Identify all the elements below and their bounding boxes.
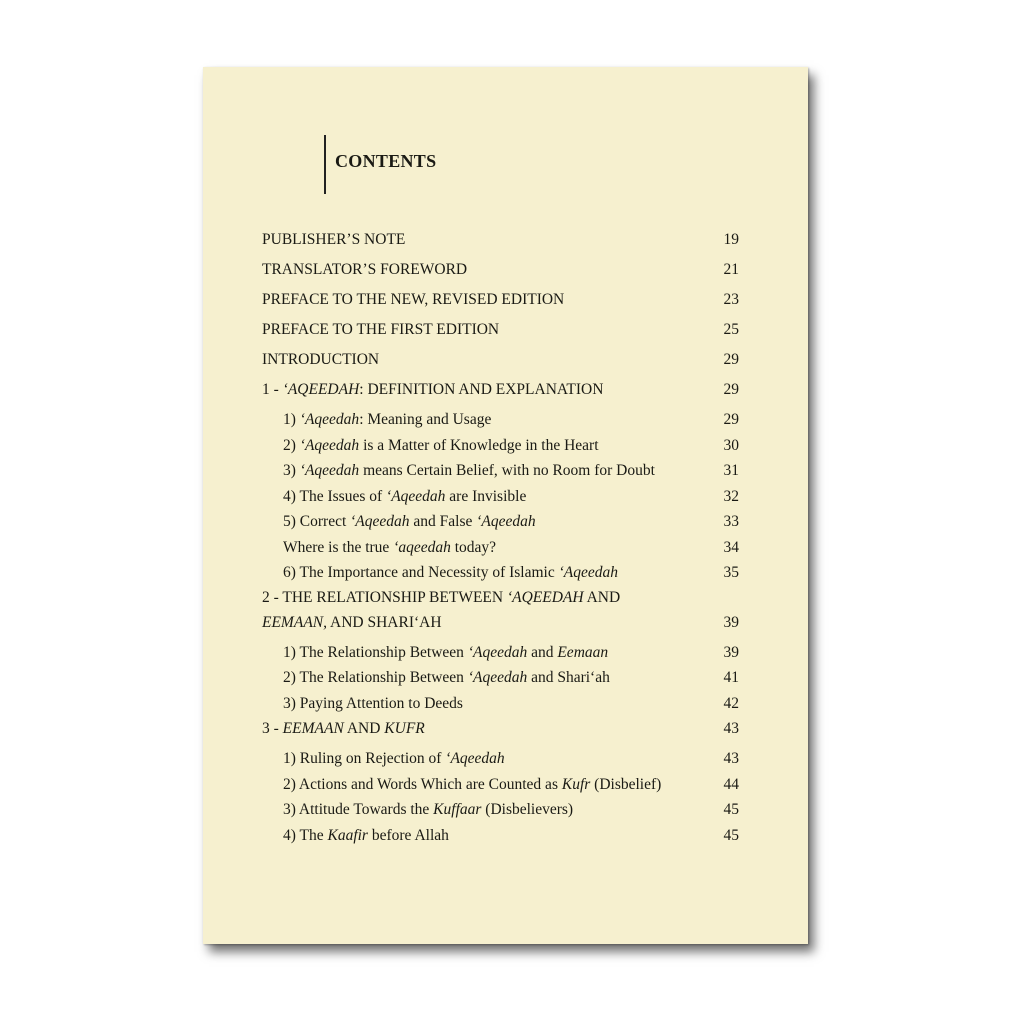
toc-title-part: 1) The Relationship Between xyxy=(283,643,468,661)
toc-entry xyxy=(262,347,739,377)
toc-title-part: PREFACE TO THE FIRST EDITION xyxy=(262,321,500,338)
toc-title-part: and Shari‘ah xyxy=(527,669,610,686)
toc-title-part: 2) The Relationship Between xyxy=(283,669,468,686)
toc-title-part: 2 - THE RELATIONSHIP BETWEEN xyxy=(262,588,507,606)
toc-entry-title xyxy=(262,291,564,308)
toc-subentry xyxy=(262,458,739,484)
toc-page-number: 33 xyxy=(723,513,739,530)
toc-title-part: (Disbelief) xyxy=(590,775,662,793)
toc-title-part: and xyxy=(527,643,558,661)
toc-subentry xyxy=(262,797,739,823)
toc-title-part: 5) Correct xyxy=(283,513,351,530)
toc-page-number: 34 xyxy=(723,538,739,556)
toc-title-part: 3 - xyxy=(262,720,283,737)
toc-page-number: 29 xyxy=(723,351,739,368)
toc-page-number: 25 xyxy=(723,321,739,338)
contents-heading: CONTENTS xyxy=(335,151,437,171)
toc-title-part: today? xyxy=(450,538,497,556)
toc-subentry xyxy=(262,433,739,459)
toc-page-number: 45 xyxy=(723,826,739,844)
toc-title-part: 2) xyxy=(283,436,300,454)
toc-subentry xyxy=(262,640,739,666)
toc-subentry xyxy=(262,823,739,849)
toc-title-part: ‘Aqeedah xyxy=(467,643,528,661)
toc-entry xyxy=(262,287,739,317)
book-page xyxy=(203,67,808,944)
toc-page-number: 35 xyxy=(723,564,739,581)
toc-title-part: : Meaning and Usage xyxy=(359,411,492,428)
toc-title-part: EEMAAN, xyxy=(262,613,327,631)
toc-title-part: 4) The Issues of xyxy=(283,487,387,505)
toc-page-number: 29 xyxy=(723,411,739,428)
toc-title-part: ‘Aqeedah xyxy=(476,513,536,530)
toc-subentry xyxy=(262,509,739,535)
toc-entry xyxy=(262,610,739,640)
toc-subentry xyxy=(262,746,739,772)
toc-title-part: INTRODUCTION xyxy=(262,351,380,368)
toc-title-part: 3) Attitude Towards the xyxy=(283,801,434,818)
toc-title-part: 3) Paying Attention to Deeds xyxy=(283,694,463,712)
toc-title-part: ‘Aqeedah xyxy=(386,487,446,505)
toc-title-part: are Invisible xyxy=(445,487,527,505)
toc-title-part: 1 - xyxy=(262,381,283,398)
toc-page-number: 43 xyxy=(723,750,739,767)
toc-entry-title xyxy=(262,261,467,278)
toc-title-part: EEMAAN xyxy=(282,720,344,737)
toc-title-part: ‘Aqeedah xyxy=(299,462,360,479)
toc-entry-title xyxy=(262,614,442,631)
toc-page-number: 29 xyxy=(723,381,739,398)
toc-entry-title xyxy=(283,776,661,793)
toc-title-part: : DEFINITION AND EXPLANATION xyxy=(359,381,604,398)
toc-page-number: 19 xyxy=(723,231,739,248)
toc-title-part: before Allah xyxy=(367,826,449,844)
toc-title-part: means Certain Belief, with no Room for Doubt xyxy=(359,462,655,479)
toc-entry xyxy=(262,716,739,746)
toc-title-part: 3) xyxy=(283,462,300,479)
toc-entry-title xyxy=(262,351,379,368)
toc-entry-title xyxy=(283,513,536,530)
toc-title-part: Eemaan xyxy=(557,643,609,661)
toc-title-part: is a Matter of Knowledge in the Heart xyxy=(359,436,599,454)
toc-page-number: 21 xyxy=(723,261,739,278)
toc-entry-title xyxy=(283,644,608,661)
toc-page-number: 45 xyxy=(723,801,739,818)
toc-page-number: 32 xyxy=(723,487,739,505)
toc-title-part: PUBLISHER’S NOTE xyxy=(262,231,406,248)
table-of-contents xyxy=(262,227,739,848)
toc-subentry xyxy=(262,535,739,561)
toc-title-part: TRANSLATOR’S FOREWORD xyxy=(262,261,468,278)
toc-entry-title xyxy=(283,669,610,686)
toc-entry-title xyxy=(283,801,573,818)
toc-title-part: Kufr xyxy=(561,775,591,793)
toc-title-part: 6) The Importance and Necessity of Islamic xyxy=(283,564,559,581)
toc-subentry xyxy=(262,407,739,433)
toc-title-part: ‘AQEEDAH xyxy=(506,588,584,606)
toc-entry-title xyxy=(262,321,499,338)
toc-page-number: 30 xyxy=(723,436,739,454)
toc-subentry xyxy=(262,665,739,691)
toc-title-part: AND xyxy=(583,588,621,606)
toc-title-part: Kaafir xyxy=(327,826,368,844)
toc-title-part: ‘Aqeedah xyxy=(299,411,360,428)
toc-title-part: KUFR xyxy=(384,720,425,737)
toc-page-number: 43 xyxy=(723,720,739,737)
toc-entry-title xyxy=(262,381,603,398)
toc-page-number: 39 xyxy=(723,643,739,661)
toc-entry-title xyxy=(262,720,425,737)
toc-entry xyxy=(262,227,739,257)
toc-entry-title xyxy=(283,488,526,505)
toc-page-number: 44 xyxy=(723,775,739,793)
toc-page-number: 41 xyxy=(723,669,739,686)
toc-entry-title xyxy=(262,231,405,248)
toc-title-part: 2) Actions and Words Which are Counted as xyxy=(283,775,562,793)
toc-subentry xyxy=(262,560,739,586)
toc-entry-title xyxy=(283,462,655,479)
toc-entry xyxy=(262,377,739,407)
toc-entry-title xyxy=(283,827,449,844)
toc-subentry xyxy=(262,484,739,510)
toc-title-part: AND xyxy=(343,720,385,737)
toc-entry xyxy=(262,257,739,287)
toc-title-part: ‘Aqeedah xyxy=(350,513,410,530)
toc-title-part: ‘Aqeedah xyxy=(558,564,618,581)
toc-entry-title xyxy=(262,589,620,606)
heading-rule xyxy=(324,135,326,194)
toc-title-part: and False xyxy=(409,513,477,530)
toc-page-number: 31 xyxy=(723,462,739,479)
toc-title-part: Where is the true xyxy=(283,538,394,556)
toc-title-part: 1) Ruling on Rejection of xyxy=(283,750,446,767)
toc-title-part: ‘Aqeedah xyxy=(467,669,528,686)
toc-entry-title xyxy=(283,539,496,556)
toc-title-part: Kuffaar xyxy=(433,801,482,818)
toc-title-part: (Disbelievers) xyxy=(481,801,574,818)
toc-entry-title xyxy=(283,695,463,712)
toc-page-number: 23 xyxy=(723,291,739,308)
toc-entry xyxy=(262,586,727,610)
toc-title-part: AND SHARI‘AH xyxy=(327,613,442,631)
toc-title-part: 4) The xyxy=(283,826,328,844)
toc-subentry xyxy=(262,691,739,717)
toc-entry-title xyxy=(283,411,491,428)
toc-subentry xyxy=(262,772,739,798)
toc-title-part: ‘AQEEDAH xyxy=(282,381,360,398)
toc-title-part: ‘aqeedah xyxy=(393,538,451,556)
toc-entry xyxy=(262,317,739,347)
toc-entry-title xyxy=(283,564,618,581)
toc-title-part: ‘Aqeedah xyxy=(445,750,505,767)
toc-page-number: 39 xyxy=(723,613,739,631)
toc-title-part: 1) xyxy=(283,411,300,428)
toc-title-part: ‘Aqeedah xyxy=(299,436,360,454)
toc-entry-title xyxy=(283,437,599,454)
toc-page-number: 42 xyxy=(723,694,739,712)
toc-entry-title xyxy=(283,750,505,767)
toc-title-part: PREFACE TO THE NEW, REVISED EDITION xyxy=(262,291,565,308)
